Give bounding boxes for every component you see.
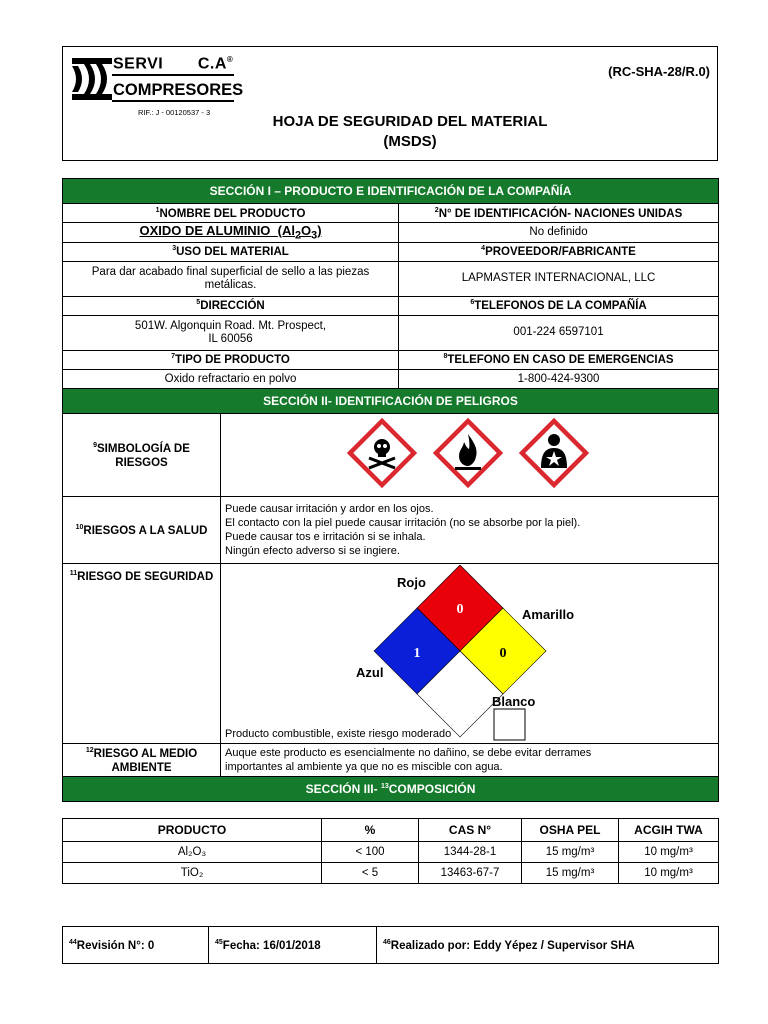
revision-number: $^{44}$Revisión N°: 0 — [63, 927, 209, 964]
health-hazard-icon — [522, 421, 586, 485]
registered-mark: ® — [226, 55, 234, 64]
col-header-acgih: ACGIH TWA — [619, 819, 719, 842]
product-name-value: OXIDO DE ALUMINIO $(Al_2O_3)$ — [63, 223, 399, 243]
revision-date: $^{45}$Fecha: 16/01/2018 — [209, 927, 377, 964]
cell-osha: 15 mg/m³ — [522, 863, 619, 884]
composition-table — [62, 818, 719, 884]
logo-rif: RIF.: J - 00120537 - 3 — [138, 108, 211, 117]
phone-value: 001-224 6597101 — [399, 315, 719, 350]
nfpa-red-value: 0 — [456, 602, 464, 618]
nfpa-white-label: Blanco — [492, 694, 536, 710]
col-header-cas: CAS N° — [419, 819, 522, 842]
nfpa-diamond — [221, 565, 717, 741]
cell-acgih: 10 mg/m³ — [619, 863, 719, 884]
ghs-pictogram-row — [345, 418, 595, 488]
table-row — [63, 842, 719, 863]
emergency-label: $^8$TELEFONO EN CASO DE EMERGENCIAS — [399, 350, 719, 369]
nfpa-blank-box — [494, 709, 525, 740]
msds-main-table — [62, 178, 719, 802]
cell-product: TiO₂ — [63, 863, 322, 884]
address-label: $^5$DIRECCIÓN — [63, 296, 399, 315]
composition-header-row — [63, 819, 719, 842]
symbology-label: $^9$SIMBOLOGÍA DE RIESGOS — [63, 413, 221, 496]
section-1-header: SECCIÓN I – PRODUCTO E IDENTIFICACIÓN DE LA COMPAÑÍA — [63, 179, 719, 204]
ghs-pictograms — [221, 413, 719, 496]
supplier-label: $^4$PROVEEDOR/FABRICANTE — [399, 242, 719, 261]
col-header-percent: % — [322, 819, 419, 842]
cell-percent: < 5 — [322, 863, 419, 884]
table-row — [63, 863, 719, 884]
nfpa-yellow-label: Amarillo — [522, 607, 575, 623]
phones-label: $^6$TELEFONOS DE LA COMPAÑÍA — [399, 296, 719, 315]
health-risk-text: Puede causar irritación y ardor en los ojos. El contacto con la piel puede causar irritación (no se absorbe por la piel). Puede causar tos e irritación si se inhala. Ningún efecto adverso si se ingiere. — [221, 496, 719, 563]
cell-cas: 13463-67-7 — [419, 863, 522, 884]
flame-icon — [436, 421, 500, 485]
env-risk-text: Auque este producto es esencialmente no dañino, se debe evitar derrames importantes al ambiente ya que no es miscible con agua. — [221, 743, 719, 776]
cell-percent: < 100 — [322, 842, 419, 863]
cell-osha: 15 mg/m³ — [522, 842, 619, 863]
title-line-1: HOJA DE SEGURIDAD DEL MATERIAL — [272, 113, 548, 130]
section-2-header: SECCIÓN II- IDENTIFICACIÓN DE PELIGROS — [63, 388, 719, 413]
type-value: Oxido refractario en polvo — [63, 369, 399, 388]
safety-risk-label: $^{11}$RIESGO DE SEGURIDAD — [63, 563, 221, 743]
title-line-2: (MSDS) — [383, 133, 437, 150]
emergency-value: 1-800-424-9300 — [399, 369, 719, 388]
revision-footer — [62, 926, 719, 964]
skull-crossbones-icon — [350, 421, 414, 485]
revision-author: $^{46}$Realizado por: Eddy Yépez / Supervisor SHA — [377, 927, 719, 964]
type-label: $^7$TIPO DE PRODUCTO — [63, 350, 399, 369]
document-code: (RC-SHA-28/R.0) — [608, 64, 710, 79]
address-value: 501W. Algonquin Road. Mt. Prospect, IL 60056 — [63, 315, 399, 350]
use-label: $^3$USO DEL MATERIAL — [63, 242, 399, 261]
health-risk-label: $^{10}$RIESGOS A LA SALUD — [63, 496, 221, 563]
nfpa-cell — [221, 563, 719, 743]
document-title — [245, 112, 575, 152]
cell-acgih: 10 mg/m³ — [619, 842, 719, 863]
cell-product: Al₂O₃ — [63, 842, 322, 863]
cell-cas: 1344-28-1 — [419, 842, 522, 863]
use-value: Para dar acabado final superficial de sello a las piezas metálicas. — [63, 261, 399, 296]
logo-name-top: SERVI C.A® — [113, 55, 234, 73]
safety-note: Producto combustible, existe riesgo moderado — [225, 728, 452, 741]
nfpa-yellow-value: 0 — [499, 646, 507, 662]
product-name-label: $^1$NOMBRE DEL PRODUCTO — [63, 204, 399, 223]
un-id-label: $^2$N° DE IDENTIFICACIÓN- NACIONES UNIDAS — [399, 204, 719, 223]
nfpa-blue-value: 1 — [413, 646, 421, 662]
col-header-osha: OSHA PEL — [522, 819, 619, 842]
nfpa-red-label: Rojo — [397, 575, 426, 591]
supplier-value: LAPMASTER INTERNACIONAL, LLC — [399, 261, 719, 296]
section-3-header: SECCIÓN III- $^{13}$COMPOSICIÓN — [63, 776, 719, 801]
col-header-product: PRODUCTO — [63, 819, 322, 842]
env-risk-label: $^{12}$RIESGO AL MEDIO AMBIENTE — [63, 743, 221, 776]
un-id-value: No definido — [399, 223, 719, 243]
nfpa-blue-label: Azul — [356, 665, 384, 681]
logo-name-bottom: COMPRESORES — [113, 81, 244, 99]
